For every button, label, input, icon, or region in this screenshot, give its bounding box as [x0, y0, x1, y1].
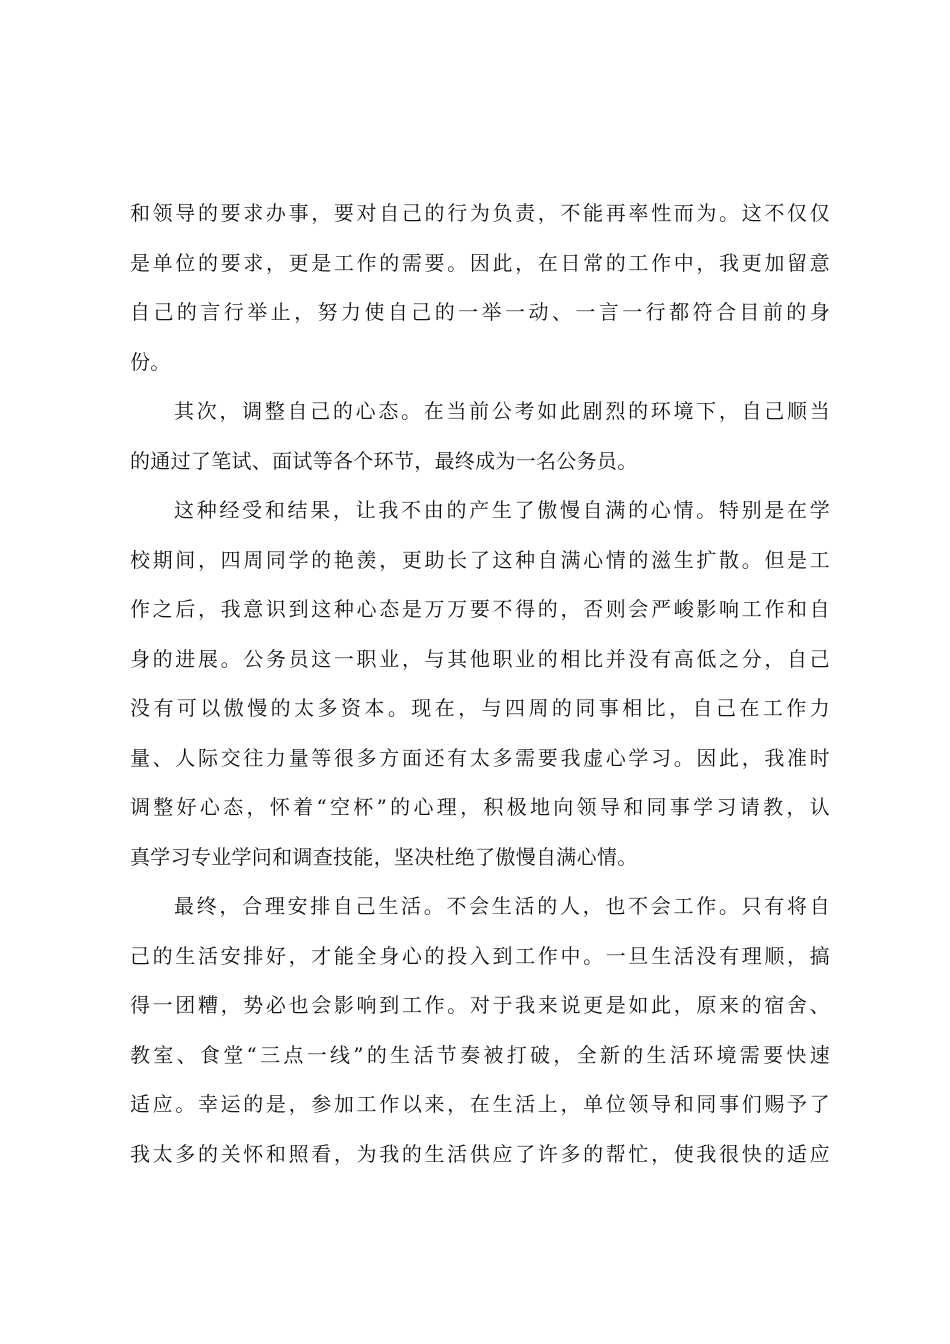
text-line: 己的生活安排好，才能全身心的投入到工作中。一旦生活没有理顺，搞: [130, 943, 830, 968]
text-line: 的通过了笔试、面试等各个环节，最终成为一名公务员。: [130, 448, 638, 473]
text-line: 得一团糟，势必也会影响到工作。对于我来说更是如此，原来的宿舍、: [130, 993, 830, 1017]
text-line: 我太多的关怀和照看，为我的生活供应了许多的帮忙，使我很快的适应: [130, 1141, 830, 1166]
text-line: 没有可以傲慢的太多资本。现在，与四周的同事相比，自己在工作力: [130, 696, 830, 720]
paragraph: [130, 189, 830, 387]
paragraph: [130, 882, 830, 1179]
text-line: 真学习专业学问和调查技能，坚决杜绝了傲慢自满心情。: [130, 844, 638, 869]
text-line: 身的进展。公务员这一职业，与其他职业的相比并没有高低之分，自己: [130, 646, 830, 671]
text-line: 适应。幸运的是，参加工作以来，在生活上，单位领导和同事们赐予了: [130, 1092, 830, 1116]
text-line: 教室、食堂“三点一线”的生活节奏被打破，全新的生活环境需要快速: [130, 1042, 830, 1067]
paragraph: [130, 486, 830, 882]
text-line: 这种经受和结果，让我不由的产生了傲慢自满的心情。特别是在学: [174, 498, 830, 522]
text-line: 是单位的要求，更是工作的需要。因此，在日常的工作中，我更加留意: [130, 250, 830, 275]
text-line: 调整好心态，怀着“空杯”的心理，积极地向领导和同事学习请教，认: [130, 795, 830, 819]
text-line: 自己的言行举止，努力使自己的一举一动、一言一行都符合目前的身: [130, 300, 830, 324]
paragraph: [130, 387, 830, 486]
text-line: 份。: [130, 349, 171, 374]
text-line: 作之后，我意识到这种心态是万万要不得的，否则会严峻影响工作和自: [130, 597, 830, 621]
document-body: [130, 189, 830, 1179]
text-line: 其次，调整自己的心态。在当前公考如此剧烈的环境下，自己顺当: [174, 399, 830, 423]
text-line: 量、人际交往力量等很多方面还有太多需要我虚心学习。因此，我准时: [130, 745, 830, 770]
text-line: 最终，合理安排自己生活。不会生活的人，也不会工作。只有将自: [174, 894, 830, 918]
text-line: 和领导的要求办事，要对自己的行为负责，不能再率性而为。这不仅仅: [130, 201, 830, 225]
text-line: 校期间，四周同学的艳羡，更助长了这种自满心情的滋生扩散。但是工: [130, 547, 830, 572]
